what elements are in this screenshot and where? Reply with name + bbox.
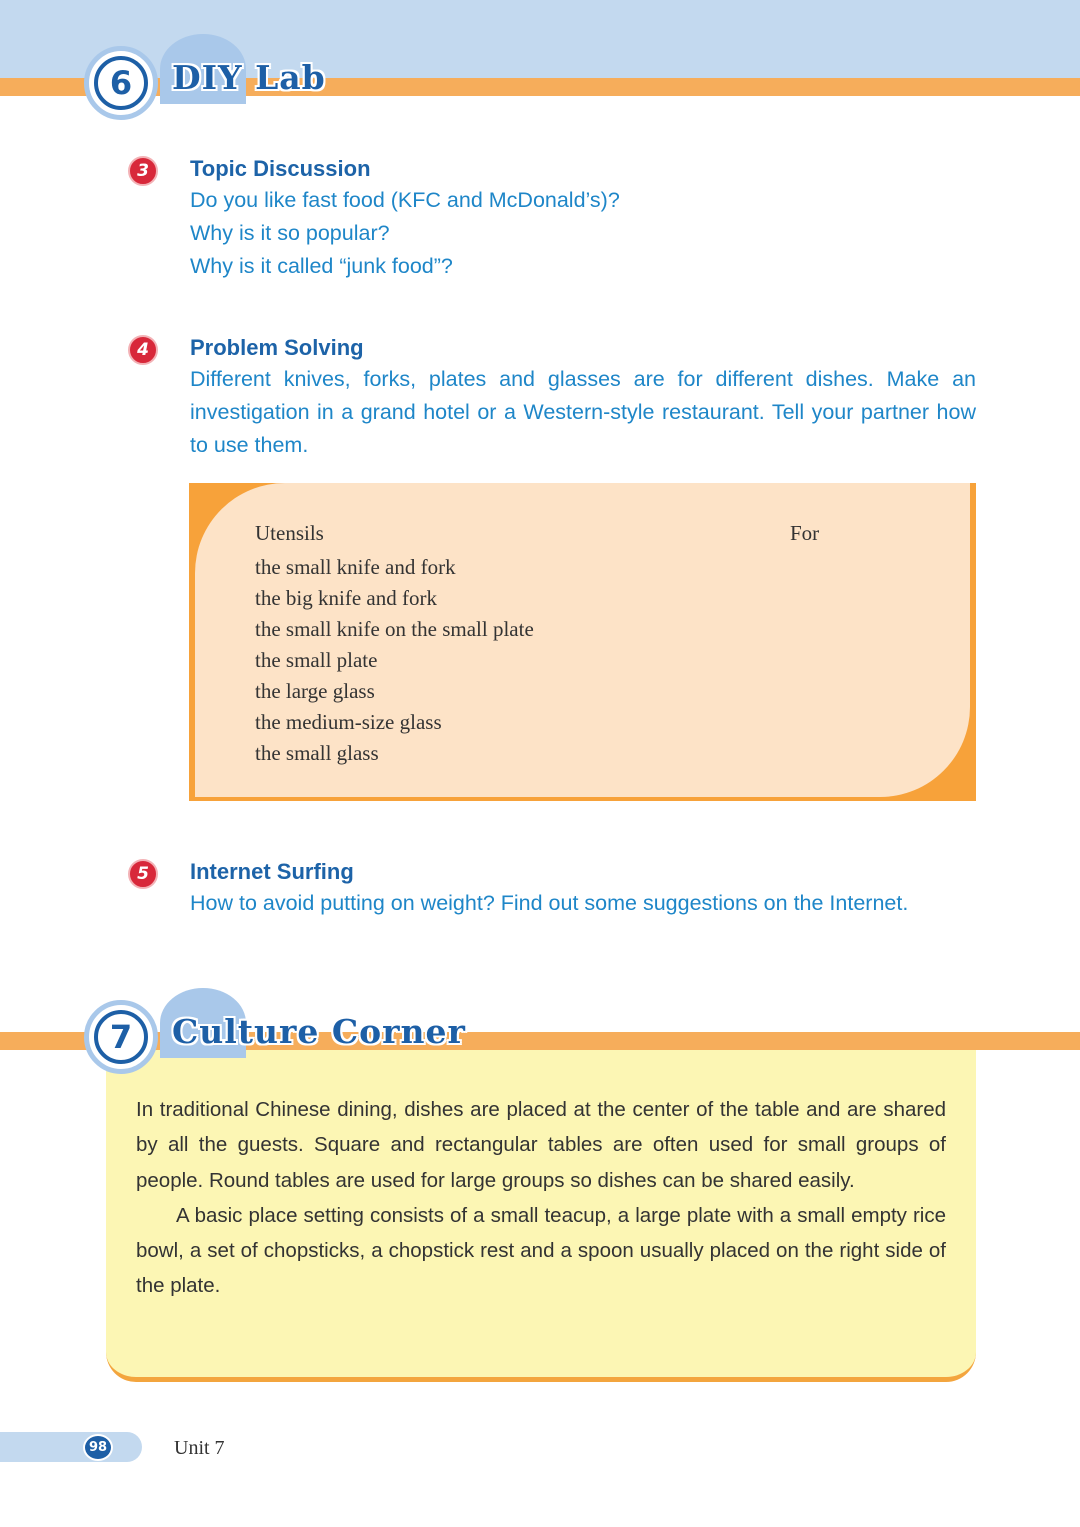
task-number-badge: 4	[128, 335, 158, 365]
section-header-diy-lab	[84, 34, 564, 124]
task-body	[190, 154, 976, 283]
utensils-list	[255, 552, 534, 769]
question-line: Why is it so popular?	[190, 221, 390, 245]
question-line: Why is it called “junk food”?	[190, 254, 453, 278]
task-title: Topic Discussion	[190, 156, 371, 181]
task-body	[190, 857, 976, 920]
section-number: 6	[94, 56, 148, 110]
task-body	[190, 333, 976, 462]
section-number: 7	[94, 1010, 148, 1064]
section-title: DIY Lab	[172, 58, 326, 97]
section-number-circle	[84, 46, 158, 120]
for-column-header: For	[790, 521, 820, 545]
utensils-table	[189, 483, 976, 801]
culture-paragraph: In traditional Chinese dining, dishes are placed at the center of the table and are shared by all the guests. Square and rectangular tables are often used for small groups of people. Round tables are used for large groups so dishes can be shared easily.	[136, 1098, 946, 1192]
utensil-item: the large glass	[255, 679, 375, 703]
utensil-item: the small knife on the small plate	[255, 617, 534, 641]
task-title: Problem Solving	[190, 335, 364, 360]
utensils-column-header: Utensils	[255, 521, 324, 545]
utensils-table-panel	[195, 483, 970, 797]
utensil-item: the big knife and fork	[255, 586, 437, 610]
unit-label: Unit 7	[174, 1437, 225, 1459]
footer-tab	[0, 1432, 142, 1462]
section-title: Culture Corner	[172, 1012, 466, 1051]
section-number-circle	[84, 1000, 158, 1074]
culture-paragraph: A basic place setting consists of a small teacup, a large plate with a small empty rice bowl, a set of chopsticks, a chopstick rest and a spoon usually placed on the right side of the plate.	[136, 1203, 946, 1298]
question-line: Do you like fast food (KFC and McDonald’s)?	[190, 188, 620, 212]
utensil-item: the small plate	[255, 648, 378, 672]
page-number: 98	[83, 1434, 113, 1461]
culture-corner-box	[106, 1050, 976, 1382]
utensil-item: the medium-size glass	[255, 710, 442, 734]
utensil-item: the small knife and fork	[255, 555, 456, 579]
section-header-culture-corner	[84, 988, 564, 1078]
task-instructions: How to avoid putting on weight? Find out some suggestions on the Internet.	[190, 891, 909, 915]
task-number-badge: 3	[128, 156, 158, 186]
task-number-badge: 5	[128, 859, 158, 889]
culture-text	[136, 1092, 946, 1304]
task-title: Internet Surfing	[190, 859, 354, 884]
utensil-item: the small glass	[255, 741, 379, 765]
task-instructions: Different knives, forks, plates and glasses are for different dishes. Make an investigation in a grand hotel or a Western-style restaurant. Tell your partner how to use them.	[190, 367, 976, 457]
